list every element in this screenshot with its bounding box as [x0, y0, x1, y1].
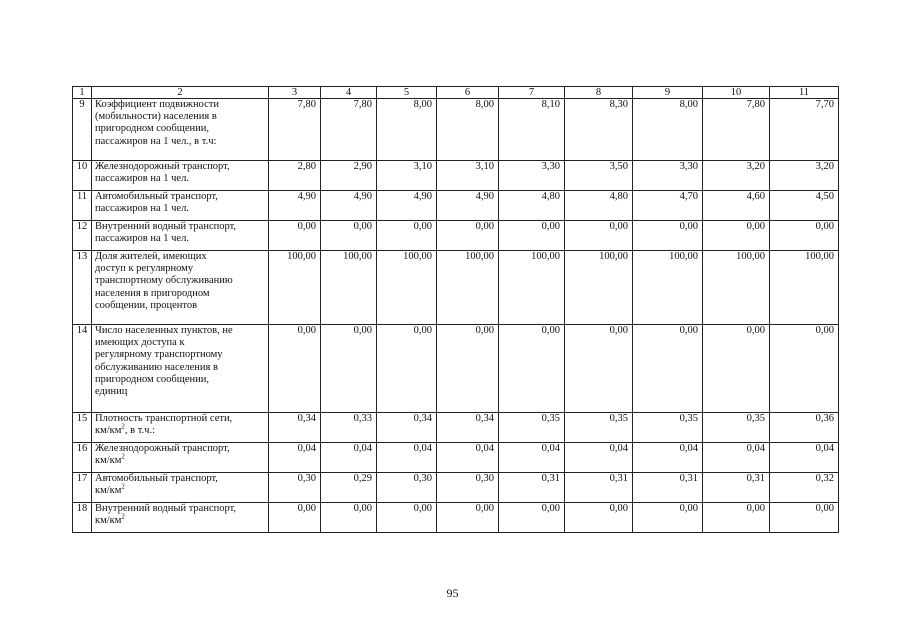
unit-superscript: 2 — [121, 452, 125, 461]
value-cell: 8,00 — [437, 99, 499, 161]
row-number: 17 — [73, 473, 92, 503]
column-header: 3 — [269, 87, 321, 99]
row-number: 13 — [73, 251, 92, 325]
indicator-text: Внутренний водный транспорт, пассажиров на 1 чел. — [95, 221, 237, 245]
value-cell: 0,34 — [377, 413, 437, 443]
indicator-text: Железнодорожный транспорт, — [95, 443, 230, 454]
indicator-description — [92, 221, 269, 251]
value-cell: 7,80 — [321, 99, 377, 161]
value-cell: 3,20 — [770, 161, 839, 191]
value-cell: 0,04 — [377, 443, 437, 473]
unit-superscript: 2 — [121, 512, 125, 521]
column-header: 5 — [377, 87, 437, 99]
unit-text: км/км — [95, 455, 122, 467]
value-cell: 100,00 — [499, 251, 565, 325]
value-cell: 0,34 — [437, 413, 499, 443]
value-cell: 100,00 — [377, 251, 437, 325]
table-row — [73, 413, 839, 443]
value-cell: 0,36 — [770, 413, 839, 443]
column-header: 4 — [321, 87, 377, 99]
value-cell: 0,31 — [703, 473, 770, 503]
indicator-text: Внутренний водный транспорт, — [95, 503, 237, 514]
unit-suffix: , в т.ч.: — [124, 425, 156, 437]
indicator-unit — [95, 452, 125, 467]
value-cell: 0,00 — [321, 325, 377, 413]
value-cell: 7,80 — [269, 99, 321, 161]
column-header: 2 — [92, 87, 269, 99]
value-cell: 100,00 — [703, 251, 770, 325]
value-cell: 0,04 — [565, 443, 633, 473]
value-cell: 0,30 — [377, 473, 437, 503]
value-cell: 0,00 — [437, 221, 499, 251]
value-cell: 0,00 — [499, 503, 565, 533]
indicator-description — [92, 473, 269, 503]
row-number: 14 — [73, 325, 92, 413]
value-cell: 7,80 — [703, 99, 770, 161]
column-header: 6 — [437, 87, 499, 99]
value-cell: 0,00 — [703, 325, 770, 413]
table-row — [73, 221, 839, 251]
value-cell: 0,00 — [269, 221, 321, 251]
value-cell: 0,00 — [377, 325, 437, 413]
value-cell: 0,35 — [633, 413, 703, 443]
table-row — [73, 99, 839, 161]
indicator-text: Автомобильный транспорт, пассажиров на 1 чел. — [95, 191, 218, 215]
value-cell: 0,00 — [377, 221, 437, 251]
value-cell: 0,00 — [377, 503, 437, 533]
page-number: 95 — [446, 586, 459, 600]
value-cell: 4,90 — [377, 191, 437, 221]
value-cell: 0,00 — [269, 325, 321, 413]
table-row — [73, 473, 839, 503]
row-number: 10 — [73, 161, 92, 191]
value-cell: 0,32 — [770, 473, 839, 503]
indicator-description — [92, 325, 269, 413]
table-row — [73, 191, 839, 221]
row-number: 16 — [73, 443, 92, 473]
value-cell: 0,34 — [269, 413, 321, 443]
value-cell: 0,00 — [565, 503, 633, 533]
unit-text: км/км — [95, 485, 122, 497]
unit-superscript: 2 — [121, 482, 125, 491]
value-cell: 100,00 — [565, 251, 633, 325]
row-number: 11 — [73, 191, 92, 221]
value-cell: 0,00 — [437, 325, 499, 413]
value-cell: 0,00 — [633, 221, 703, 251]
value-cell: 3,30 — [499, 161, 565, 191]
indicator-text: Коэффициент подвижности (мобильности) населения в пригородном сообщении, пассажиров на 1 чел., в т.ч: — [95, 99, 219, 147]
row-number: 15 — [73, 413, 92, 443]
indicator-unit — [95, 512, 125, 527]
row-number: 9 — [73, 99, 92, 161]
value-cell: 0,00 — [633, 503, 703, 533]
value-cell: 4,50 — [770, 191, 839, 221]
value-cell: 0,04 — [703, 443, 770, 473]
value-cell: 4,80 — [565, 191, 633, 221]
value-cell: 3,30 — [633, 161, 703, 191]
value-cell: 0,00 — [633, 325, 703, 413]
value-cell: 0,29 — [321, 473, 377, 503]
value-cell: 0,04 — [437, 443, 499, 473]
value-cell: 0,31 — [565, 473, 633, 503]
value-cell: 4,60 — [703, 191, 770, 221]
column-header: 9 — [633, 87, 703, 99]
value-cell: 0,00 — [703, 503, 770, 533]
column-header: 11 — [770, 87, 839, 99]
table-row — [73, 443, 839, 473]
indicator-description — [92, 161, 269, 191]
indicator-description — [92, 251, 269, 325]
value-cell: 100,00 — [321, 251, 377, 325]
value-cell: 0,00 — [565, 221, 633, 251]
value-cell: 0,00 — [565, 325, 633, 413]
value-cell: 0,00 — [321, 503, 377, 533]
unit-text: км/км — [95, 425, 122, 437]
value-cell: 8,00 — [633, 99, 703, 161]
indicator-description — [92, 191, 269, 221]
value-cell: 100,00 — [269, 251, 321, 325]
table-row — [73, 251, 839, 325]
value-cell: 3,50 — [565, 161, 633, 191]
value-cell: 100,00 — [437, 251, 499, 325]
value-cell: 0,04 — [321, 443, 377, 473]
value-cell: 100,00 — [770, 251, 839, 325]
indicator-description — [92, 99, 269, 161]
indicator-text: Железнодорожный транспорт, пассажиров на 1 чел. — [95, 161, 230, 185]
value-cell: 0,04 — [770, 443, 839, 473]
indicator-description — [92, 503, 269, 533]
value-cell: 0,00 — [770, 325, 839, 413]
header-row — [73, 87, 839, 99]
value-cell: 0,33 — [321, 413, 377, 443]
value-cell: 0,00 — [703, 221, 770, 251]
row-number: 18 — [73, 503, 92, 533]
value-cell: 4,90 — [437, 191, 499, 221]
indicator-unit — [95, 482, 125, 497]
row-number: 12 — [73, 221, 92, 251]
value-cell: 4,70 — [633, 191, 703, 221]
value-cell: 0,04 — [633, 443, 703, 473]
value-cell: 4,90 — [269, 191, 321, 221]
value-cell: 0,35 — [703, 413, 770, 443]
value-cell: 0,00 — [437, 503, 499, 533]
value-cell: 0,00 — [770, 221, 839, 251]
table-row — [73, 503, 839, 533]
unit-text: км/км — [95, 515, 122, 527]
value-cell: 4,80 — [499, 191, 565, 221]
table-body — [73, 87, 839, 533]
value-cell: 0,30 — [269, 473, 321, 503]
value-cell: 0,04 — [269, 443, 321, 473]
column-header: 1 — [73, 87, 92, 99]
table-row — [73, 325, 839, 413]
value-cell: 3,20 — [703, 161, 770, 191]
value-cell: 3,10 — [377, 161, 437, 191]
indicator-unit — [95, 422, 156, 437]
indicator-text: Доля жителей, имеющих доступ к регулярному транспортному обслуживанию населения в пригородном сообщении, процентов — [95, 251, 233, 311]
column-header: 10 — [703, 87, 770, 99]
value-cell: 0,00 — [770, 503, 839, 533]
value-cell: 0,35 — [499, 413, 565, 443]
value-cell: 2,80 — [269, 161, 321, 191]
value-cell: 0,00 — [499, 325, 565, 413]
value-cell: 100,00 — [633, 251, 703, 325]
value-cell: 8,10 — [499, 99, 565, 161]
value-cell: 0,31 — [633, 473, 703, 503]
value-cell: 4,90 — [321, 191, 377, 221]
value-cell: 0,00 — [499, 221, 565, 251]
value-cell: 0,00 — [321, 221, 377, 251]
table-row — [73, 161, 839, 191]
unit-superscript: 2 — [121, 422, 125, 431]
value-cell: 0,30 — [437, 473, 499, 503]
indicators-table — [72, 86, 839, 533]
value-cell: 8,00 — [377, 99, 437, 161]
value-cell: 0,35 — [565, 413, 633, 443]
value-cell: 3,10 — [437, 161, 499, 191]
value-cell: 8,30 — [565, 99, 633, 161]
value-cell: 0,31 — [499, 473, 565, 503]
value-cell: 7,70 — [770, 99, 839, 161]
value-cell: 0,04 — [499, 443, 565, 473]
value-cell: 0,00 — [269, 503, 321, 533]
indicator-description — [92, 443, 269, 473]
indicator-text: Автомобильный транспорт, — [95, 473, 218, 484]
value-cell: 2,90 — [321, 161, 377, 191]
column-header: 7 — [499, 87, 565, 99]
indicator-text: Плотность транспортной сети, — [95, 413, 233, 424]
indicator-text: Число населенных пунктов, не имеющих доступа к регулярному транспортному обслуживанию населения в пригородном сообщении, единиц — [95, 325, 233, 398]
column-header: 8 — [565, 87, 633, 99]
indicator-description — [92, 413, 269, 443]
